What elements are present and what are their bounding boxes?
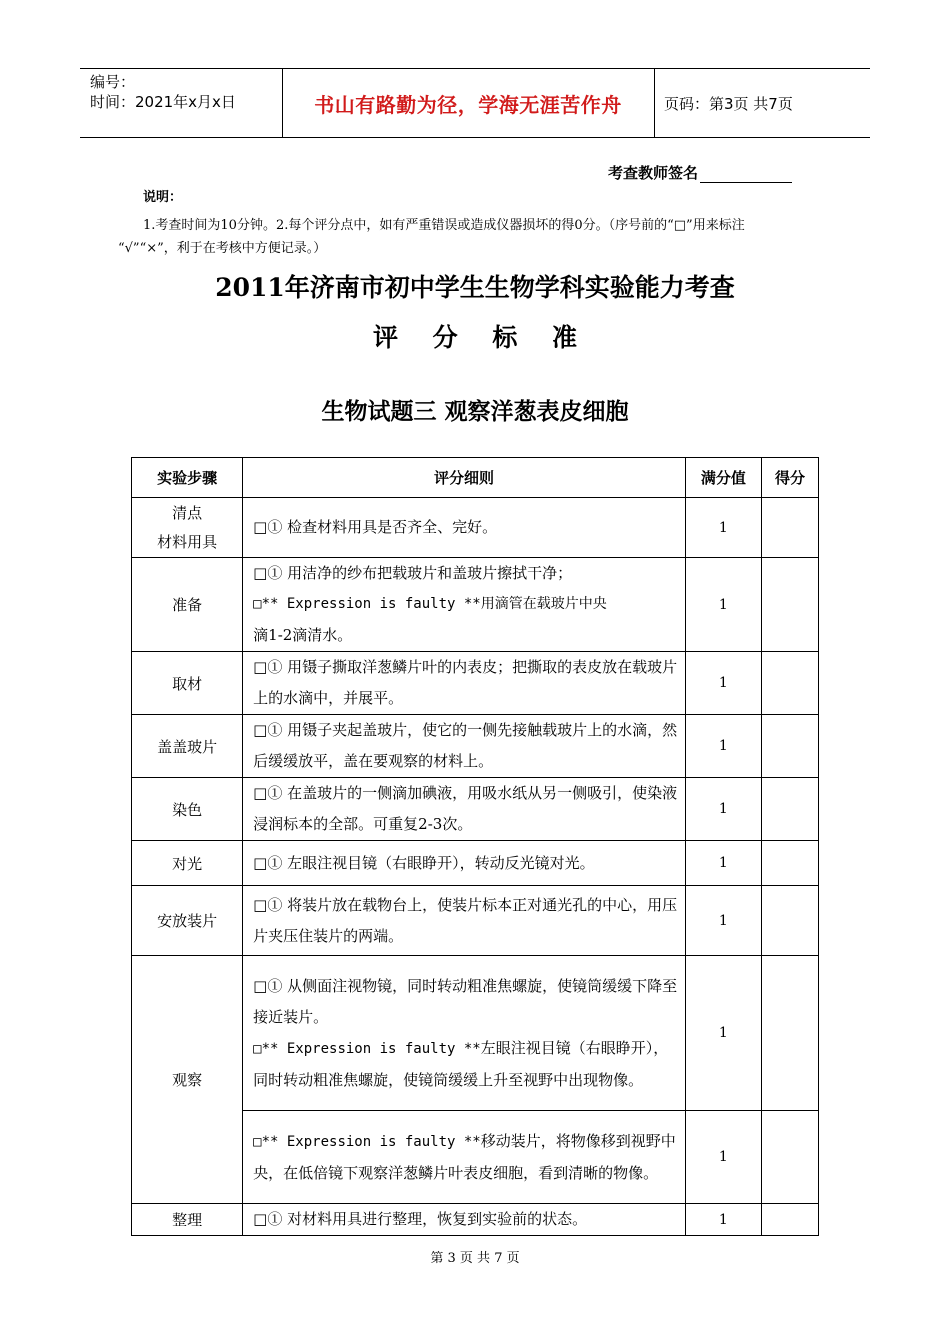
exam-topic-title: 生物试题三 观察洋葱表皮细胞 (321, 398, 629, 425)
step-cell: 准备 (132, 558, 243, 652)
document-number-label: 编号： (90, 73, 136, 91)
table-row (132, 558, 819, 652)
score-cell[interactable] (761, 652, 818, 715)
table-header-row (132, 458, 819, 498)
step-cell: 染色 (132, 778, 243, 841)
table-row (132, 956, 819, 1111)
notes-heading: 说明： (143, 190, 183, 205)
header-motto: 书山有路勤为径，学海无涯苦作舟 (314, 92, 622, 117)
header-divider (654, 69, 655, 137)
step-cell: 整理 (132, 1204, 243, 1236)
detail-cell: □① 从侧面注视物镜，同时转动粗准焦螺旋，使镜筒缓缓下降至接近装片。 □** Expression is faulty **左眼注视目镜（右眼睁开），同时转动粗准焦螺旋，使镜筒缓缓上升至视野中出现物像。 (243, 956, 686, 1111)
detail-cell: □① 检查材料用具是否齐全、完好。 (243, 498, 686, 558)
full-score-cell: 1 (685, 841, 761, 886)
full-score-cell: 1 (685, 558, 761, 652)
full-score-cell: 1 (685, 956, 761, 1111)
document-date: 时间：2021年x月x日 (90, 93, 236, 111)
full-score-cell: 1 (685, 652, 761, 715)
header-step: 实验步骤 (132, 458, 243, 498)
detail-cell: □** Expression is faulty **移动装片，将物像移到视野中央，在低倍镜下观察洋葱鳞片叶表皮细胞，看到清晰的物像。 (243, 1111, 686, 1204)
full-score-cell: 1 (685, 498, 761, 558)
step-cell: 安放装片 (132, 886, 243, 956)
document-title: 2011年济南市初中学生生物学科实验能力考查 (215, 273, 735, 302)
full-score-cell: 1 (685, 886, 761, 956)
full-score-cell: 1 (685, 1111, 761, 1204)
score-cell[interactable] (761, 956, 818, 1111)
header-meta (90, 72, 236, 112)
score-cell[interactable] (761, 886, 818, 956)
table-row (132, 715, 819, 778)
table-row (132, 778, 819, 841)
step-cell: 清点 材料用具 (132, 498, 243, 558)
score-cell[interactable] (761, 715, 818, 778)
signature-line (700, 166, 792, 183)
document-subtitle: 评 分 标 准 (372, 323, 578, 352)
table-row (132, 886, 819, 956)
detail-cell: □① 左眼注视目镜（右眼睁开），转动反光镜对光。 (243, 841, 686, 886)
score-cell[interactable] (761, 498, 818, 558)
step-cell: 盖盖玻片 (132, 715, 243, 778)
header-score: 得分 (761, 458, 818, 498)
notes-line-1: 1.考查时间为10分钟。2.每个评分点中，如有严重错误或造成仪器损坏的得0分。（序号前的“□”用来标注 (143, 218, 745, 233)
score-cell[interactable] (761, 1111, 818, 1204)
detail-cell: □① 对材料用具进行整理，恢复到实验前的状态。 (243, 1204, 686, 1236)
notes-line-2: “√”“×”，利于在考核中方便记录。） (118, 241, 327, 256)
step-cell: 观察 (132, 956, 243, 1204)
detail-cell: □① 用洁净的纱布把载玻片和盖玻片擦拭干净； □** Expression is faulty **用滴管在载玻片中央 滴1-2滴清水。 (243, 558, 686, 652)
full-score-cell: 1 (685, 1204, 761, 1236)
table-row (132, 841, 819, 886)
step-cell: 取材 (132, 652, 243, 715)
detail-cell: □① 用镊子夹起盖玻片，使它的一侧先接触载玻片上的水滴，然后缓缓放平，盖在要观察的材料上。 (243, 715, 686, 778)
table-row (132, 1204, 819, 1236)
score-cell[interactable] (761, 1204, 818, 1236)
page-header (80, 68, 870, 138)
full-score-cell: 1 (685, 778, 761, 841)
header-detail: 评分细则 (243, 458, 686, 498)
detail-cell: □① 将装片放在载物台上，使装片标本正对通光孔的中心，用压片夹压住装片的两端。 (243, 886, 686, 956)
table-row (132, 498, 819, 558)
table-row (132, 652, 819, 715)
teacher-signature-field (608, 162, 792, 183)
score-cell[interactable] (761, 778, 818, 841)
step-cell: 对光 (132, 841, 243, 886)
signature-label: 考查教师签名 (608, 164, 699, 182)
page-footer: 第 3 页 共 7 页 (430, 1251, 520, 1266)
full-score-cell: 1 (685, 715, 761, 778)
score-cell[interactable] (761, 841, 818, 886)
detail-cell: □① 用镊子撕取洋葱鳞片叶的内表皮；把撕取的表皮放在载玻片上的水滴中，并展平。 (243, 652, 686, 715)
score-cell[interactable] (761, 558, 818, 652)
header-full-score: 满分值 (685, 458, 761, 498)
detail-cell: □① 在盖玻片的一侧滴加碘液，用吸水纸从另一侧吸引，使染液浸润标本的全部。可重复2-3次。 (243, 778, 686, 841)
scoring-table (131, 457, 819, 1236)
header-page-info: 页码：第3页 共7页 (664, 94, 793, 113)
